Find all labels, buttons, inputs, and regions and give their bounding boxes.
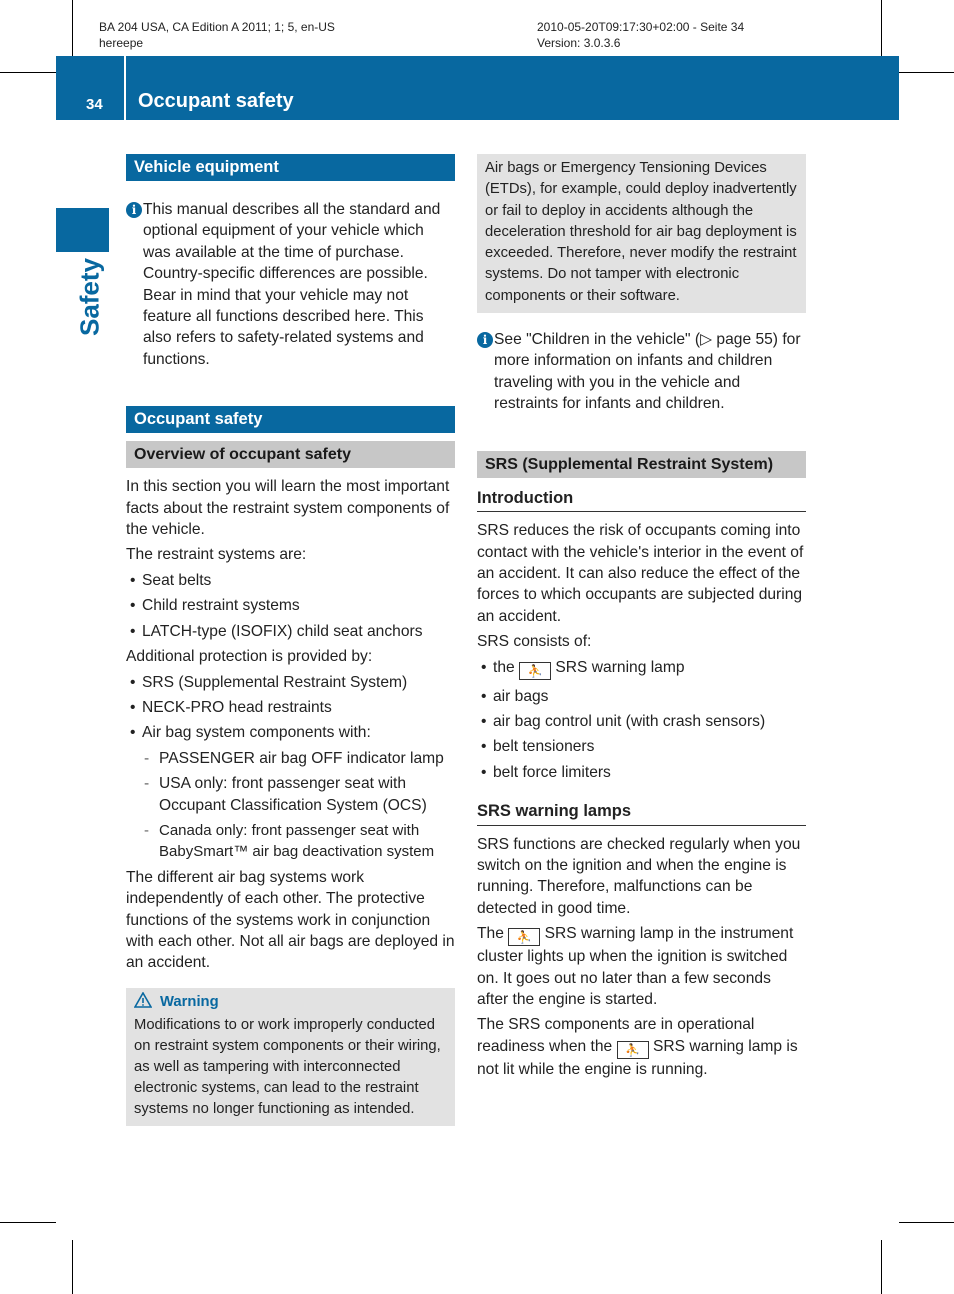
introduction-paragraph: SRS reduces the risk of occupants coming into contact with the vehicle's interior in the event of an accident. It can also reduce the effect of the forces to which occupants are subjected during an accident. xyxy=(477,522,804,625)
srs-components-list xyxy=(477,657,806,784)
list-item: • air bags xyxy=(477,686,806,707)
meta-line: Version: 3.0.3.6 xyxy=(537,36,621,50)
list-item: - USA only: front passenger seat with Occupant Classification System (OCS) xyxy=(126,773,455,816)
caution-box: Air bags or Emergency Tensioning Devices (ETDs), for example, could deploy inadvertently or fail to deploy in accidents although the deceleration threshold for air bag deployment is exceeded. Therefore, never modify the restraint systems. Do not tamper with electronic components or their software. xyxy=(477,154,806,313)
meta-line: hereepe xyxy=(99,36,144,50)
airbag-paragraph: The different air bag systems work independently of each other. The protective functions of the systems work in conjunction with each other. Not all air bags are deployed in an accident. xyxy=(126,868,455,972)
warning-triangle-icon xyxy=(134,992,152,1008)
crop-mark xyxy=(0,1222,56,1223)
list-item: • Child restraint systems xyxy=(126,595,455,616)
readiness-end: SRS warning lamp is not lit while the engine is running. xyxy=(477,1037,798,1078)
crop-mark xyxy=(899,1222,954,1223)
crop-mark xyxy=(899,72,954,73)
srs-warning-lamp-icon: ⛹ xyxy=(508,928,540,946)
side-tab xyxy=(55,257,125,337)
list-item: - PASSENGER air bag OFF indicator lamp xyxy=(126,748,455,769)
page-title: Occupant safety xyxy=(138,90,294,112)
crop-mark xyxy=(881,1240,882,1294)
warning-lamps-paragraph: SRS functions are checked regularly when you switch on the ignition and when the engine is running. Therefore, malfunctions can be detected in good time. xyxy=(477,835,801,917)
section-heading-srs: SRS (Supplemental Restraint System) xyxy=(477,451,806,478)
srs-warning-lamp-icon: ⛹ xyxy=(519,662,551,680)
airbag-sub-list xyxy=(126,748,455,863)
readiness-paragraph xyxy=(477,1014,806,1080)
list-item: • NECK-PRO head restraints xyxy=(126,697,455,718)
list-item: • Seat belts xyxy=(126,570,455,591)
info-note xyxy=(477,329,806,415)
intro-paragraph: In this section you will learn the most important facts about the restraint system components of the vehicle. xyxy=(126,478,450,539)
meta-line: 2010-05-20T09:17:30+02:00 - Seite 34 xyxy=(537,20,745,34)
print-meta-right xyxy=(537,19,744,51)
page-number: 34 xyxy=(86,96,103,113)
list-item: • belt force limiters xyxy=(477,762,806,783)
warning-text: Modifications to or work improperly conducted on restraint system components or their wiring, as well as tampering with interconnected electronic systems, can lead to the restraint systems no longer functioning as intended. xyxy=(134,1016,441,1117)
warning-box xyxy=(126,988,455,1126)
consists-intro: SRS consists of: xyxy=(477,633,592,651)
restraint-list xyxy=(126,570,455,642)
lamp-paragraph-end: SRS warning lamp in the instrument cluster lights up when the ignition is switched on. It goes out no later than a few seconds after the engine is started. xyxy=(477,925,794,1009)
crop-mark xyxy=(72,0,73,56)
side-tab-marker xyxy=(56,208,109,252)
subheading-introduction: Introduction xyxy=(477,488,806,512)
info-icon: i xyxy=(477,332,493,348)
lamp-paragraph xyxy=(477,923,806,1010)
subheading-srs-warning-lamps: SRS warning lamps xyxy=(477,801,806,825)
crop-mark xyxy=(881,0,882,56)
print-meta-left xyxy=(99,19,335,51)
crop-mark xyxy=(0,72,56,73)
warning-title: Warning xyxy=(160,993,219,1010)
side-tab-label: Safety xyxy=(74,257,105,337)
list-item: • LATCH-type (ISOFIX) child seat anchors xyxy=(126,621,455,642)
srs-item-suffix: SRS warning lamp xyxy=(555,658,685,676)
info-text: See "Children in the vehicle" (▷ page 55) for more information on infants and children traveling with you in the vehicle and restraints for infants and children. xyxy=(494,331,801,413)
list-item: • air bag control unit (with crash sensors) xyxy=(477,711,806,732)
info-icon: i xyxy=(126,202,142,218)
left-column xyxy=(126,154,455,1126)
restraint-intro: The restraint systems are: xyxy=(126,546,307,564)
lamp-paragraph-start: The xyxy=(477,925,504,943)
meta-line: BA 204 USA, CA Edition A 2011; 1; 5, en-US xyxy=(99,20,335,34)
info-note xyxy=(126,199,455,370)
list-item: • SRS (Supplemental Restraint System) xyxy=(126,672,455,693)
section-heading-occupant-safety: Occupant safety xyxy=(126,406,455,433)
additional-list xyxy=(126,672,455,744)
section-heading-vehicle-equipment: Vehicle equipment xyxy=(126,154,455,181)
warning-header xyxy=(134,992,447,1013)
list-item: • Air bag system components with: xyxy=(126,722,455,743)
header-divider xyxy=(124,56,126,120)
info-text: This manual describes all the standard and optional equipment of your vehicle which was available at the time of purchase. Country-specific differences are possible. Bear in mind that your vehicle may not feature all functions described here. This also refers to safety-related systems and functions. xyxy=(143,201,441,368)
list-item: • belt tensioners xyxy=(477,736,806,757)
list-item: - Canada only: front passenger seat with BabySmart™ air bag deactivation system xyxy=(126,820,455,863)
subsection-heading-overview: Overview of occupant safety xyxy=(126,441,455,468)
crop-mark xyxy=(72,1240,73,1294)
srs-warning-lamp-icon: ⛹ xyxy=(617,1041,649,1059)
right-column xyxy=(477,154,806,1084)
additional-intro: Additional protection is provided by: xyxy=(126,648,373,666)
list-item xyxy=(477,657,806,680)
srs-item-prefix: the xyxy=(493,658,515,676)
readiness-start: The SRS components are in operational readiness when the xyxy=(477,1016,755,1055)
